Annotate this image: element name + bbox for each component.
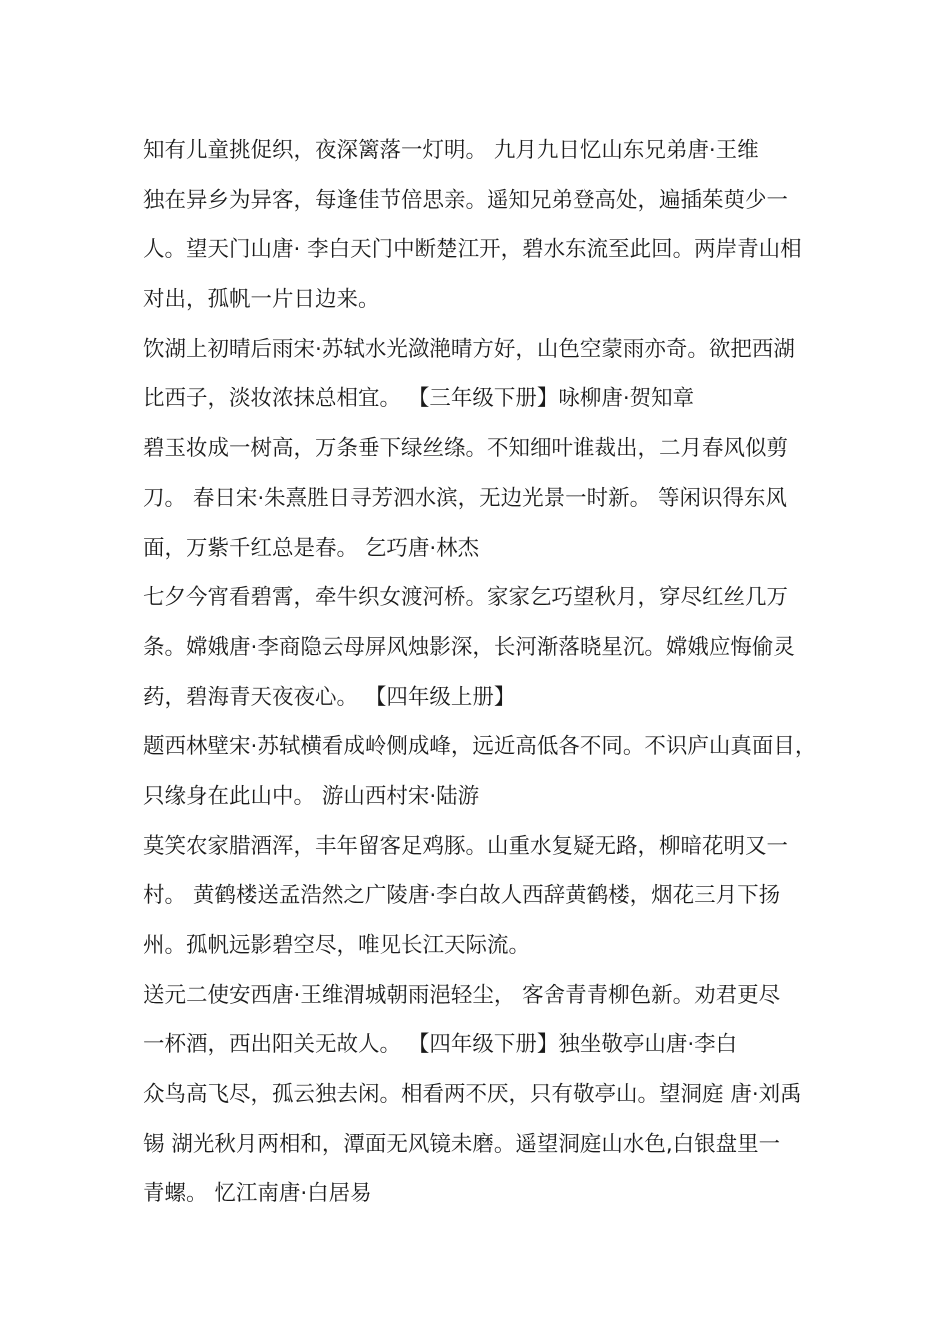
text-line: 刀。 春日宋·朱熹胜日寻芳泗水滨，无边光景一时新。 等闲识得东风 [143, 485, 788, 511]
text-line: 莫笑农家腊酒浑，丰年留客足鸡豚。山重水复疑无路，柳暗花明又一 [143, 833, 789, 859]
text-line: 众鸟高飞尽，孤云独去闲。相看两不厌，只有敬亭山。望洞庭 唐·刘禹 [143, 1082, 802, 1108]
text-line: 条。嫦娥唐·李商隐云母屏风烛影深，长河渐落晓星沉。嫦娥应悔偷灵 [143, 634, 795, 660]
text-line: 面，万紫千红总是春。 乞巧唐·林杰 [143, 535, 480, 561]
text-line: 碧玉妆成一树高，万条垂下绿丝绦。不知细叶谁裁出，二月春风似剪 [143, 436, 789, 462]
text-line: 一杯酒，西出阳关无故人。 【四年级下册】独坐敬亭山唐·李白 [143, 1032, 738, 1058]
text-line: 州。孤帆远影碧空尽，唯见长江天际流。 [143, 933, 531, 958]
text-line: 独在异乡为异客，每逢佳节倍思亲。遥知兄弟登高处，遍插茱萸少一 [143, 187, 789, 213]
text-line: 青螺。 忆江南唐·白居易 [143, 1181, 372, 1207]
text-line: 对出，孤帆一片日边来。 [143, 287, 380, 313]
text-line: 题西林壁宋·苏轼横看成岭侧成峰，远近高低各不同。不识庐山真面目， [143, 734, 817, 760]
text-line: 人。望天门山唐· 李白天门中断楚江开，碧水东流至此回。两岸青山相 [143, 237, 802, 263]
text-line: 饮湖上初晴后雨宋·苏轼水光潋滟晴方好，山色空蒙雨亦奇。欲把西湖 [143, 336, 795, 362]
text-line: 七夕今宵看碧霄，牵牛织女渡河桥。家家乞巧望秋月，穿尽红丝几万 [143, 585, 789, 611]
text-line: 只缘身在此山中。 游山西村宋·陆游 [143, 783, 480, 809]
text-line: 药，碧海青天夜夜心。 【四年级上册】 [143, 684, 516, 710]
text-line: 锡 湖光秋月两相和，潭面无风镜未磨。遥望洞庭山水色,白银盘里一 [143, 1131, 781, 1157]
text-line: 知有儿童挑促织，夜深篱落一灯明。 九月九日忆山东兄弟唐·王维 [143, 138, 759, 163]
text-line: 送元二使安西唐·王维渭城朝雨浥轻尘， 客舍青青柳色新。劝君更尽 [143, 982, 781, 1008]
text-line: 比西子，淡妆浓抹总相宜。 【三年级下册】咏柳唐·贺知章 [143, 386, 695, 412]
text-line: 村。 黄鹤楼送孟浩然之广陵唐·李白故人西辞黄鹤楼，烟花三月下扬 [143, 883, 781, 909]
poem-text-block [143, 126, 843, 1219]
